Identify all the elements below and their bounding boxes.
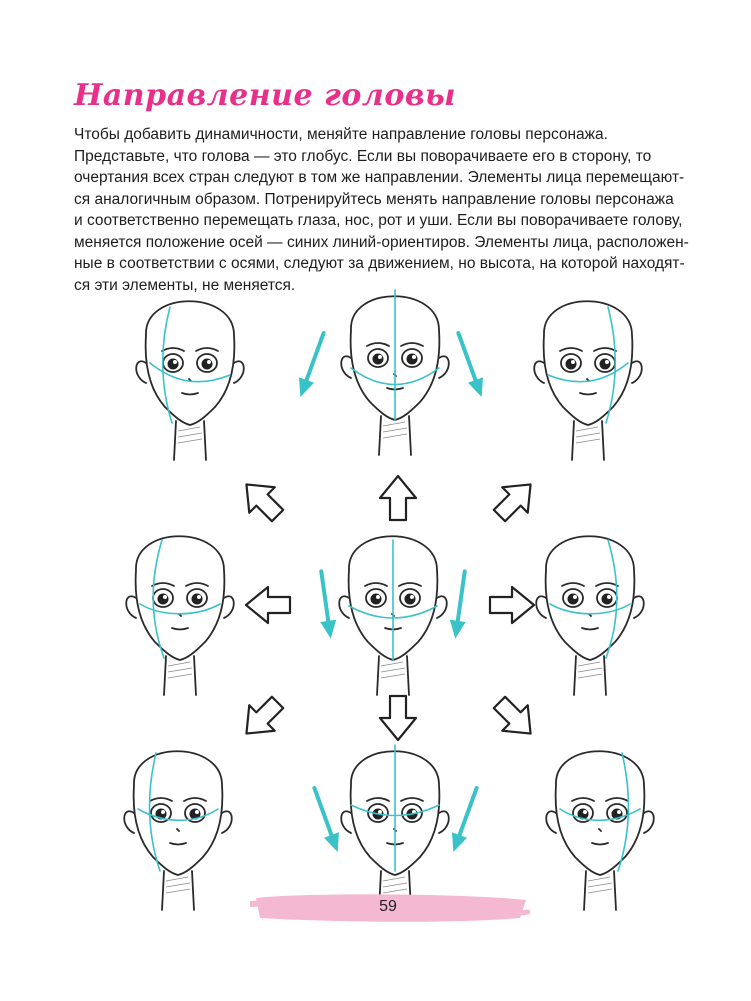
teal-arrow [307, 785, 345, 854]
teal-arrow [313, 570, 338, 640]
page-number: 59 [379, 898, 397, 915]
teal-arrow [451, 330, 489, 399]
arrow-down-icon [380, 696, 416, 740]
arrow-down-left-icon [234, 690, 291, 747]
teal-arrow [293, 330, 331, 399]
teal-arrow [446, 785, 484, 854]
intro-line: меняется положение осей — синих линий-ориентиров. Элементы лица, расположен- [74, 233, 689, 251]
page-title: Направление головы [74, 78, 457, 113]
head-up-figure [341, 290, 449, 455]
arrow-up-left-icon [234, 472, 291, 529]
head-up-left-figure [136, 301, 244, 460]
head-right-figure [536, 536, 644, 695]
intro-line: и соответственно перемещать глаза, нос, рот и уши. Если вы поворачиваете голову, [74, 212, 683, 229]
intro-line: очертания всех стран следуют в том же направлении. Элементы лица перемещают- [74, 169, 685, 186]
head-up-right-figure [534, 301, 642, 460]
arrow-up-right-icon [487, 472, 544, 529]
head-down-left-figure [124, 751, 232, 910]
intro-line: ся аналогичным образом. Потренируйтесь менять направление головы персонажа [74, 190, 674, 208]
head-front-figure [339, 536, 447, 695]
head-down-figure [341, 745, 449, 910]
intro-line: Чтобы добавить динамичности, меняйте направление головы персонажа. [74, 126, 608, 143]
arrow-right-icon [490, 587, 534, 623]
intro-line: ные в соответствии с осями, следуют за движением, но высота, на которой находят- [74, 255, 685, 272]
intro-line: ся эти элементы, не меняется. [74, 276, 296, 294]
head-left-figure [126, 536, 234, 695]
intro-line: Представьте, что голова — это глобус. Если вы поворачиваете его в сторону, то [74, 147, 652, 165]
head-down-right-figure [546, 751, 654, 910]
arrow-left-icon [246, 587, 290, 623]
teal-arrow [447, 570, 472, 640]
arrow-up-icon [380, 476, 416, 520]
arrow-down-right-icon [487, 690, 544, 747]
